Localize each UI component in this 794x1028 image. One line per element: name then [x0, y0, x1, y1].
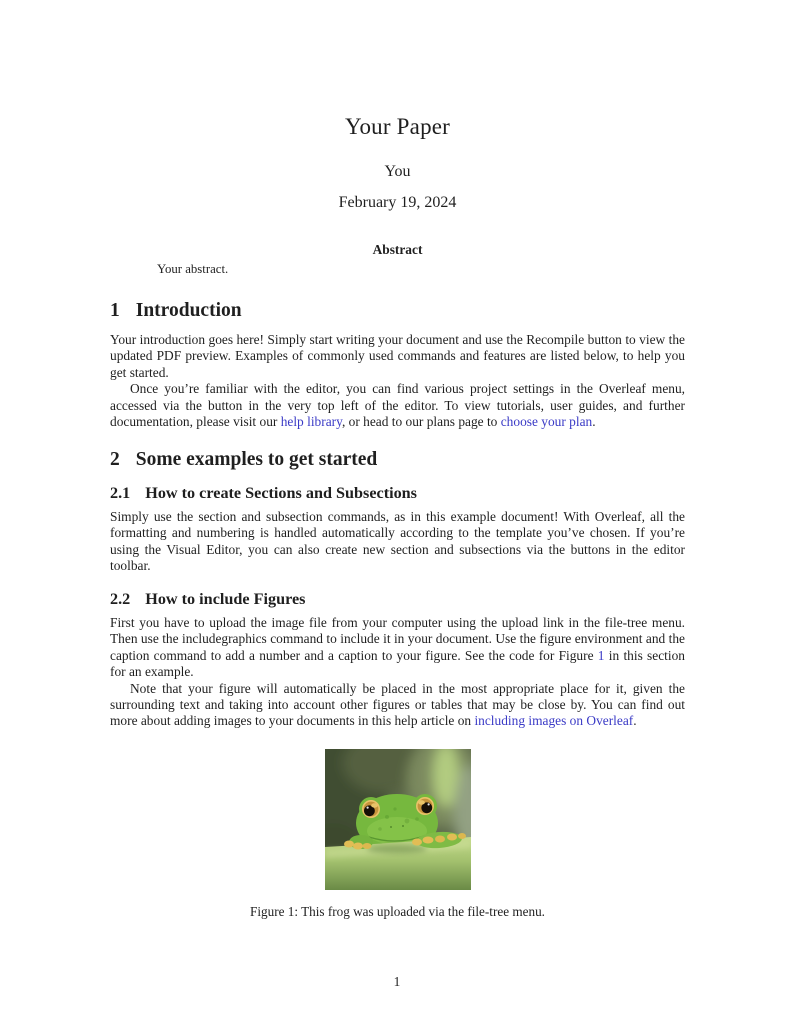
paper-author: You — [384, 163, 411, 180]
subsection-number: 2.2 — [110, 590, 131, 608]
abstract-text: Your abstract. — [157, 262, 229, 276]
frog-photo — [325, 749, 471, 890]
paragraph: Once you’re familiar with the editor, you can find various project settings in the Overleaf menu, accessed via the button in the very top left of the editor. To view tutorials, user guides, and further documentation, please visit our help library, or head to our plans page to choose your plan. — [110, 381, 685, 430]
introduction-paragraphs — [110, 332, 685, 430]
paper-date: February 19, 2024 — [338, 194, 457, 211]
section-heading-examples — [110, 449, 685, 471]
subsection-title: How to create Sections and Subsections — [145, 484, 417, 502]
section-title: Some examples to get started — [135, 449, 378, 470]
subsection-title: How to include Figures — [145, 590, 306, 608]
section-heading-introduction — [110, 300, 685, 322]
page-number: 1 — [393, 974, 401, 989]
section-number: 2 — [110, 449, 120, 470]
inline-link[interactable]: 1 — [597, 647, 605, 663]
subsection-heading-figures — [110, 590, 685, 609]
subsection-heading-sections — [110, 484, 685, 503]
abstract-heading: Abstract — [372, 242, 423, 257]
paragraph: Note that your figure will automatically be placed in the most appropriate place for it, given the surrounding text and taking into account other figures or tables that may be close by. You can find out more about adding images to your documents in this help article on including images on Overleaf. — [110, 680, 685, 729]
subsection-number: 2.1 — [110, 484, 131, 502]
subsection-22-paragraphs — [110, 615, 685, 730]
section-title: Introduction — [135, 300, 242, 321]
section-number: 1 — [110, 300, 120, 321]
subsection-21-paragraphs — [110, 509, 685, 575]
figure-caption: Figure 1: This frog was uploaded via the file-tree menu. — [250, 904, 545, 919]
inline-link[interactable]: choose your plan — [500, 414, 593, 430]
paragraph: Simply use the section and subsection commands, as in this example document! With Overleaf, all the formatting and numbering is handled automatically according to the template you’ve chosen. If you’re using the Visual Editor, you can also create new section and subsections via the buttons in the editor toolbar. — [110, 509, 685, 574]
paragraph: First you have to upload the image file from your computer using the upload link in the file-tree menu. Then use the includegraphics command to include it in your document. Use the figure environment and the caption command to add a number and a caption to your figure. See the code for Figure 1 in this section for an example. — [110, 615, 685, 680]
inline-link[interactable]: including images on Overleaf — [474, 713, 634, 729]
paper-title: Your Paper — [344, 114, 451, 139]
inline-link[interactable]: help library — [280, 414, 342, 430]
paragraph: Your introduction goes here! Simply start writing your document and use the Recompile button to view the updated PDF preview. Examples of commonly used commands and features are listed below, to help you get started. — [110, 332, 685, 380]
figure-1 — [110, 749, 685, 895]
